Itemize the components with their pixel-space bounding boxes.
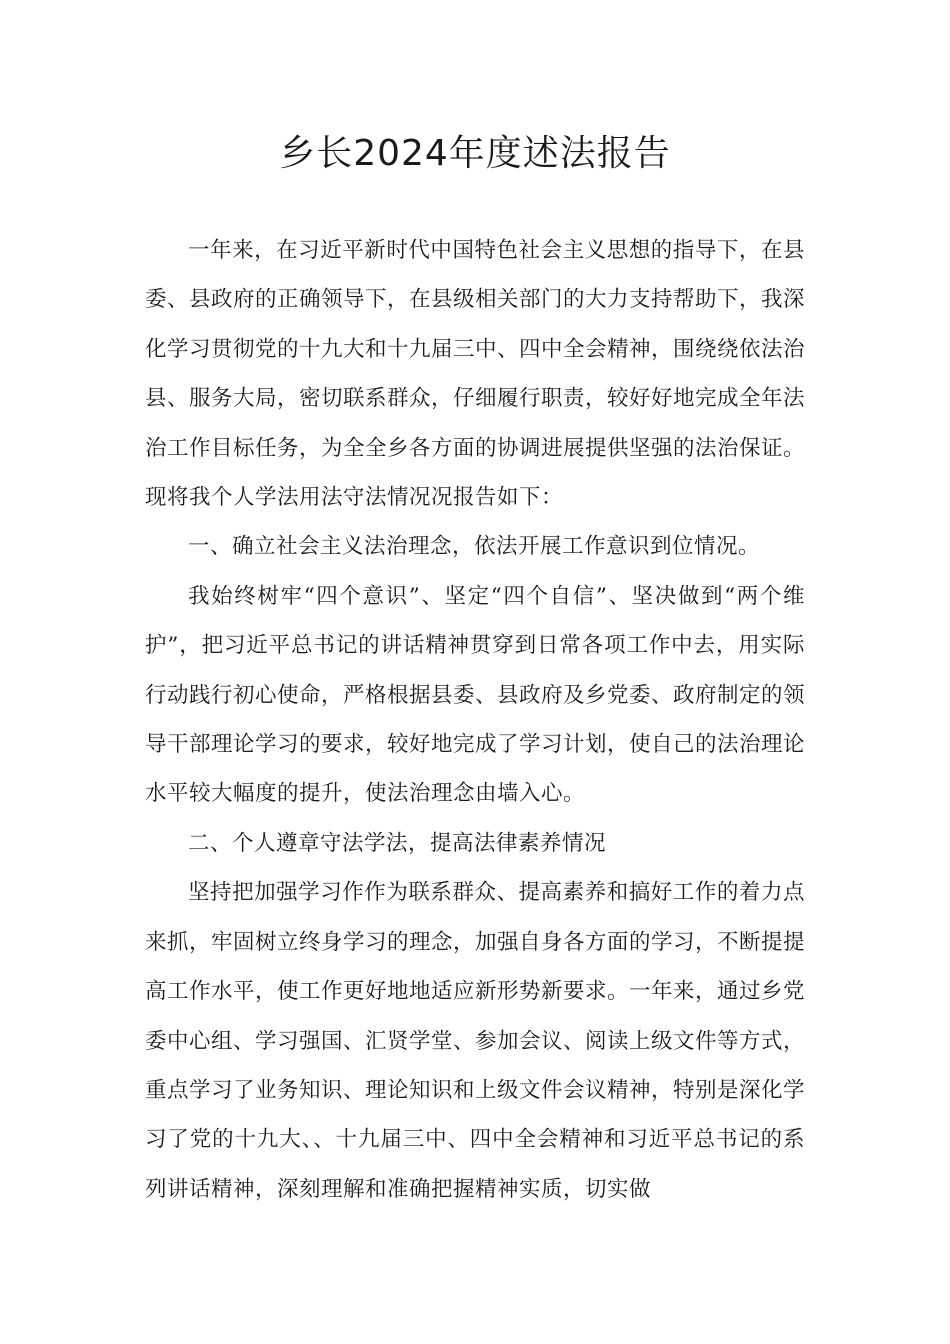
paragraph-intro: 一年来，在习近平新时代中国特色社会主义思想的指导下，在县委、县政府的正确领导下，在县级相关部门的大力支持帮助下，我深化学习贯彻党的十九大和十九届三中、四中全会精神，围绕绕依法治县、服务大局，密切联系群众，仔细履行职责，较好好地完成全年法治工作目标任务，为全全乡各方面的协调进展提供坚强的法治保证。现将我个人学法用法守法情况况报告如下： bbox=[145, 238, 806, 511]
document-body bbox=[145, 226, 805, 1214]
section-heading-2: 二、个人遵章守法学法，提高法律素养情况 bbox=[188, 830, 607, 856]
paragraph-section-1: 我始终树牢“四个意识”、坚定“四个自信”、坚决做到“两个维护”，把习近平总书记的讲话精神贯穿到日常各项工作中去，用实际行动践行初心使命，严格根据县委、县政府及乡党委、政府制定的领导干部理论学习的要求，较好地完成了学习计划，使自己的法治理论水平较大幅度的提升，使法治理念由墙入心。 bbox=[145, 583, 806, 807]
section-heading-1: 一、确立社会主义法治理念，依法开展工作意识到位情况。 bbox=[188, 534, 761, 560]
paragraph-section-2: 坚持把加强学习作作为联系群众、提高素养和搞好工作的着力点来抓，牢固树立终身学习的理念，加强自身各方面的学习，不断提提高工作水平，使工作更好地地适应新形势新要求。一年来，通过乡党委中心组、学习强国、汇贤学堂、参加会议、阅读上级文件等方式，重点学习了业务知识、理论知识和上级文件会议精神，特别是深化学习了党的十九大、、十九届三中、四中全会精神和习近平总书记的系列讲话精神，深刻理解和准确把握精神实质，切实做 bbox=[145, 880, 806, 1202]
document-title: 乡长2024年度述法报告 bbox=[279, 133, 671, 174]
